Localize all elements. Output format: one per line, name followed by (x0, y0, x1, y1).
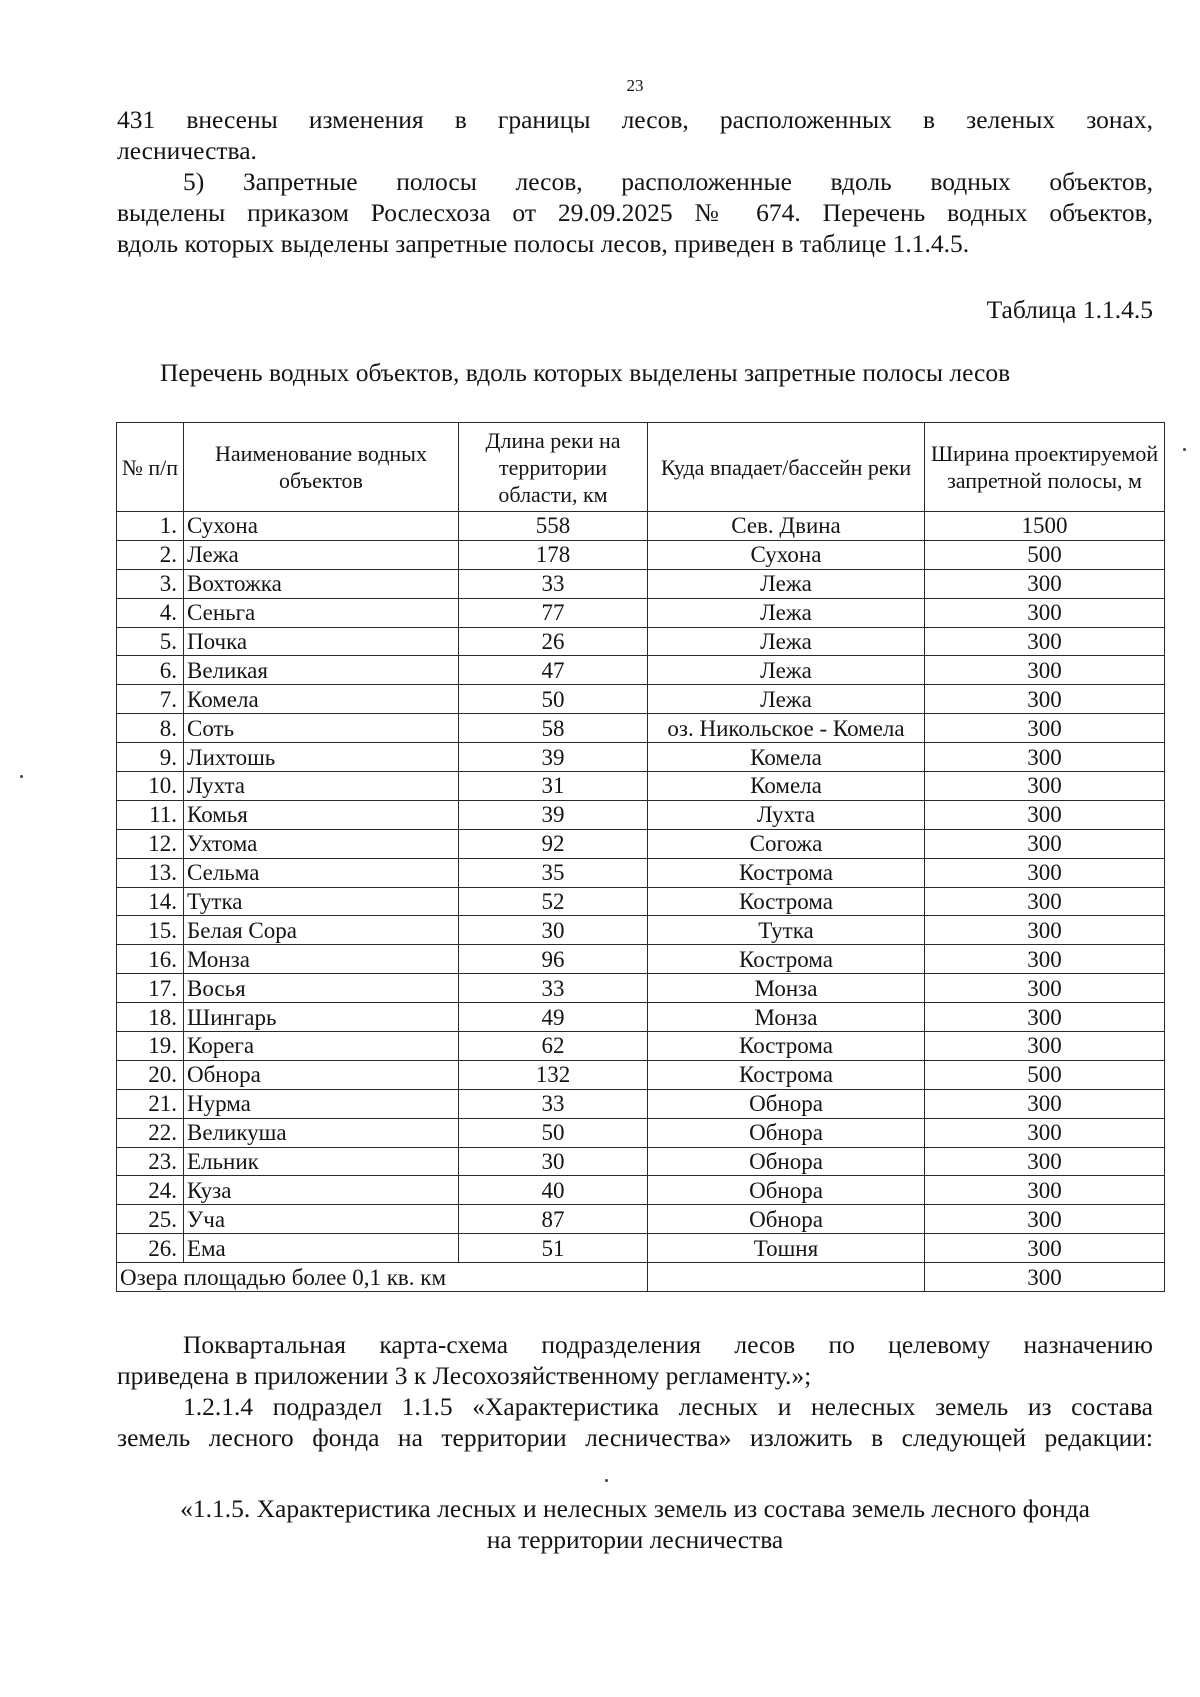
paragraph-line: 1.2.1.4 подраздел 1.1.5 «Характеристика лесных и нелесных земель из состава (183, 1392, 1153, 1421)
cell-mouth: Обнора (648, 1205, 925, 1234)
cell-name: Лежа (184, 540, 459, 569)
cell-width: 300 (925, 772, 1165, 801)
cell-length: 50 (459, 685, 648, 714)
cell-num: 5. (117, 627, 184, 656)
table-row (117, 887, 1165, 916)
cell-width: 300 (925, 945, 1165, 974)
table-row (117, 1089, 1165, 1118)
cell-name: Лихтошь (184, 743, 459, 772)
cell-length: 33 (459, 1089, 648, 1118)
cell-mouth: Обнора (648, 1118, 925, 1147)
cell-name: Куза (184, 1176, 459, 1205)
cell-num: 13. (117, 858, 184, 887)
water-objects-table (116, 422, 1165, 1292)
paragraph-line: 431 внесены изменения в границы лесов, расположенных в зеленых зонах, (117, 105, 1153, 134)
table-footer-row (117, 1263, 1165, 1292)
table-row (117, 916, 1165, 945)
cell-num: 8. (117, 714, 184, 743)
header-length: Длина реки на территории области, км (459, 423, 648, 512)
section-heading (117, 1493, 1153, 1555)
paragraph-line: вдоль которых выделены запретные полосы лесов, приведен в таблице 1.1.4.5. (117, 229, 970, 258)
cell-width: 300 (925, 1234, 1165, 1263)
cell-width: 300 (925, 916, 1165, 945)
cell-mouth: Лежа (648, 685, 925, 714)
cell-num: 1. (117, 512, 184, 541)
cell-num: 10. (117, 772, 184, 801)
header-width: Ширина проектируемой запретной полосы, м (925, 423, 1165, 512)
cell-width: 300 (925, 1003, 1165, 1032)
cell-num: 23. (117, 1147, 184, 1176)
cell-mouth: Монза (648, 1003, 925, 1032)
table-row (117, 1118, 1165, 1147)
footer-empty-cell (648, 1263, 925, 1292)
table-row (117, 656, 1165, 685)
cell-mouth: Кострома (648, 1032, 925, 1061)
paragraph-map-scheme (117, 1329, 1153, 1391)
cell-length: 77 (459, 598, 648, 627)
cell-mouth: Лежа (648, 656, 925, 685)
cell-name: Восья (184, 974, 459, 1003)
cell-mouth: Согожа (648, 829, 925, 858)
section-heading-line: «1.1.5. Характеристика лесных и нелесных земель из состава земель лесного фонда (180, 1494, 1090, 1523)
paragraph-line: приведена в приложении 3 к Лесохозяйственному регламенту.»; (117, 1361, 812, 1390)
cell-mouth: Кострома (648, 945, 925, 974)
cell-length: 31 (459, 772, 648, 801)
cell-num: 3. (117, 569, 184, 598)
scan-speck (1183, 448, 1186, 451)
cell-num: 18. (117, 1003, 184, 1032)
cell-mouth: Кострома (648, 858, 925, 887)
table-row (117, 1147, 1165, 1176)
cell-name: Тутка (184, 887, 459, 916)
table-row (117, 1234, 1165, 1263)
table-row (117, 829, 1165, 858)
table-row (117, 627, 1165, 656)
cell-width: 300 (925, 800, 1165, 829)
cell-name: Лухта (184, 772, 459, 801)
cell-width: 300 (925, 1176, 1165, 1205)
cell-length: 35 (459, 858, 648, 887)
cell-mouth: Обнора (648, 1147, 925, 1176)
table-row (117, 858, 1165, 887)
cell-mouth: Сев. Двина (648, 512, 925, 541)
cell-name: Белая Сора (184, 916, 459, 945)
cell-name: Комела (184, 685, 459, 714)
cell-width: 300 (925, 1205, 1165, 1234)
header-name: Наименование водных объектов (184, 423, 459, 512)
paragraph-line: 5) Запретные полосы лесов, расположенные вдоль водных объектов, (183, 167, 1153, 196)
cell-mouth: Обнора (648, 1176, 925, 1205)
table-row (117, 1060, 1165, 1089)
table-row (117, 540, 1165, 569)
cell-name: Монза (184, 945, 459, 974)
cell-mouth: Тутка (648, 916, 925, 945)
cell-width: 300 (925, 829, 1165, 858)
cell-length: 30 (459, 1147, 648, 1176)
cell-name: Великая (184, 656, 459, 685)
cell-name: Сельма (184, 858, 459, 887)
cell-length: 39 (459, 743, 648, 772)
cell-num: 6. (117, 656, 184, 685)
cell-width: 300 (925, 598, 1165, 627)
cell-width: 300 (925, 1089, 1165, 1118)
cell-name: Сеньга (184, 598, 459, 627)
paragraph-line: лесничества. (117, 136, 257, 165)
cell-width: 300 (925, 714, 1165, 743)
cell-mouth: Комела (648, 772, 925, 801)
cell-num: 7. (117, 685, 184, 714)
cell-num: 20. (117, 1060, 184, 1089)
header-mouth: Куда впадает/бассейн реки (648, 423, 925, 512)
cell-name: Обнора (184, 1060, 459, 1089)
cell-length: 39 (459, 800, 648, 829)
paragraph-subsection-change (117, 1391, 1153, 1453)
cell-length: 26 (459, 627, 648, 656)
cell-name: Великуша (184, 1118, 459, 1147)
cell-length: 47 (459, 656, 648, 685)
cell-name: Вохтожка (184, 569, 459, 598)
page-number: 23 (626, 76, 644, 95)
cell-num: 17. (117, 974, 184, 1003)
paragraph-intro (117, 104, 1153, 166)
cell-name: Почка (184, 627, 459, 656)
table-row (117, 1032, 1165, 1061)
cell-length: 33 (459, 569, 648, 598)
table-row (117, 512, 1165, 541)
cell-num: 25. (117, 1205, 184, 1234)
cell-width: 300 (925, 1118, 1165, 1147)
cell-mouth: Обнора (648, 1089, 925, 1118)
header-num: № п/п (117, 423, 184, 512)
cell-mouth: Кострома (648, 887, 925, 916)
cell-name: Ухтома (184, 829, 459, 858)
cell-width: 300 (925, 887, 1165, 916)
cell-mouth: Сухона (648, 540, 925, 569)
cell-length: 40 (459, 1176, 648, 1205)
table-row (117, 714, 1165, 743)
cell-length: 178 (459, 540, 648, 569)
cell-length: 58 (459, 714, 648, 743)
cell-width: 300 (925, 858, 1165, 887)
table-row (117, 800, 1165, 829)
cell-length: 49 (459, 1003, 648, 1032)
table-row (117, 569, 1165, 598)
table-body (117, 512, 1165, 1263)
cell-width: 300 (925, 685, 1165, 714)
cell-mouth: Лухта (648, 800, 925, 829)
cell-num: 16. (117, 945, 184, 974)
paragraph-line: земель лесного фонда на территории лесничества» изложить в следующей редакции: (117, 1423, 1153, 1452)
cell-name: Уча (184, 1205, 459, 1234)
table-row (117, 743, 1165, 772)
cell-length: 62 (459, 1032, 648, 1061)
cell-mouth: Кострома (648, 1060, 925, 1089)
paragraph-forbidden-strips (117, 166, 1153, 259)
cell-length: 51 (459, 1234, 648, 1263)
paragraph-line: Поквартальная карта-схема подразделения лесов по целевому назначению (183, 1330, 1153, 1359)
cell-mouth: Монза (648, 974, 925, 1003)
table-row (117, 1176, 1165, 1205)
cell-name: Соть (184, 714, 459, 743)
footer-width: 300 (925, 1263, 1165, 1292)
cell-num: 14. (117, 887, 184, 916)
cell-num: 22. (117, 1118, 184, 1147)
cell-length: 87 (459, 1205, 648, 1234)
cell-mouth: Лежа (648, 569, 925, 598)
cell-width: 500 (925, 540, 1165, 569)
cell-length: 132 (459, 1060, 648, 1089)
cell-num: 19. (117, 1032, 184, 1061)
table-row (117, 685, 1165, 714)
cell-num: 2. (117, 540, 184, 569)
cell-num: 21. (117, 1089, 184, 1118)
cell-num: 26. (117, 1234, 184, 1263)
table-row (117, 1205, 1165, 1234)
cell-mouth: Тошня (648, 1234, 925, 1263)
table-row (117, 945, 1165, 974)
paragraph-line: выделены приказом Рослесхоза от 29.09.2025 № 674. Перечень водных объектов, (117, 198, 1153, 227)
cell-name: Нурма (184, 1089, 459, 1118)
cell-length: 52 (459, 887, 648, 916)
cell-width: 500 (925, 1060, 1165, 1089)
cell-num: 15. (117, 916, 184, 945)
scan-speck (20, 775, 23, 778)
cell-length: 558 (459, 512, 648, 541)
cell-num: 24. (117, 1176, 184, 1205)
section-heading-line: на территории лесничества (486, 1525, 784, 1554)
cell-mouth: Комела (648, 743, 925, 772)
cell-length: 92 (459, 829, 648, 858)
cell-num: 4. (117, 598, 184, 627)
cell-width: 300 (925, 1147, 1165, 1176)
cell-length: 96 (459, 945, 648, 974)
cell-width: 300 (925, 656, 1165, 685)
cell-width: 300 (925, 569, 1165, 598)
cell-width: 300 (925, 743, 1165, 772)
cell-name: Шингарь (184, 1003, 459, 1032)
table-row (117, 1003, 1165, 1032)
cell-num: 11. (117, 800, 184, 829)
table-caption: Таблица 1.1.4.5 (986, 295, 1153, 324)
cell-length: 30 (459, 916, 648, 945)
cell-width: 300 (925, 1032, 1165, 1061)
cell-num: 12. (117, 829, 184, 858)
cell-length: 33 (459, 974, 648, 1003)
cell-mouth: Лежа (648, 598, 925, 627)
cell-mouth: Лежа (648, 627, 925, 656)
table-row (117, 772, 1165, 801)
cell-name: Сухона (184, 512, 459, 541)
table-title: Перечень водных объектов, вдоль которых выделены запретные полосы лесов (160, 358, 1011, 387)
cell-name: Ема (184, 1234, 459, 1263)
cell-name: Корега (184, 1032, 459, 1061)
footer-label: Озера площадью более 0,1 кв. км (117, 1263, 648, 1292)
table-header-row (117, 423, 1165, 512)
cell-width: 300 (925, 974, 1165, 1003)
cell-mouth: оз. Никольское - Комела (648, 714, 925, 743)
table-row (117, 598, 1165, 627)
cell-width: 1500 (925, 512, 1165, 541)
cell-width: 300 (925, 627, 1165, 656)
cell-num: 9. (117, 743, 184, 772)
cell-length: 50 (459, 1118, 648, 1147)
cell-name: Комья (184, 800, 459, 829)
cell-name: Ельник (184, 1147, 459, 1176)
table-row (117, 974, 1165, 1003)
scan-speck (605, 1479, 608, 1482)
